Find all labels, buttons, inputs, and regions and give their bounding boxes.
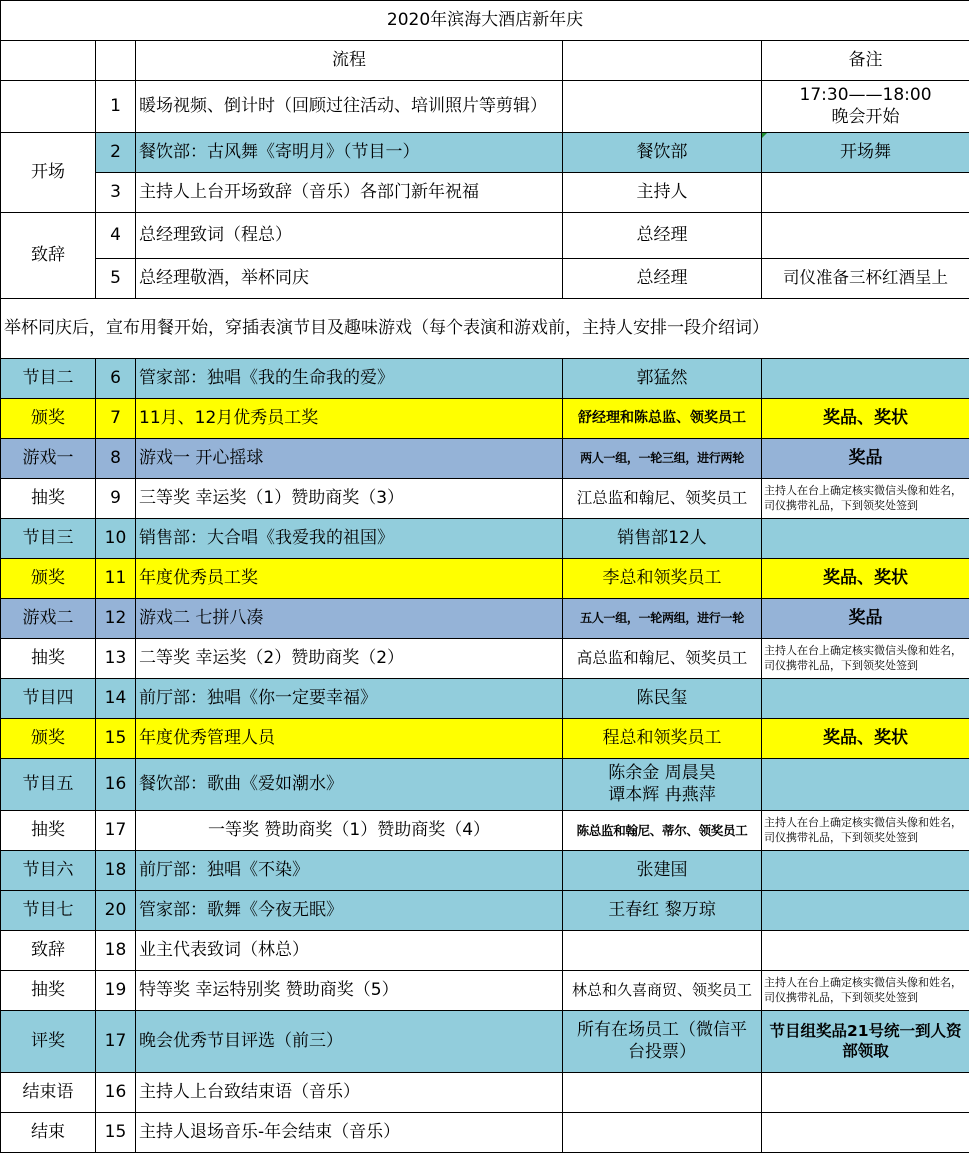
row-flow: 前厅部：独唱《你一定要幸福》: [136, 679, 563, 719]
row-number: 15: [96, 719, 136, 759]
row-responsible: 江总监和翰尼、领奖员工: [563, 479, 762, 519]
row-responsible: 陈余金 周晨昊 谭本辉 冉燕萍: [563, 759, 762, 811]
row-note: 奖品、奖状: [762, 559, 969, 599]
row-responsible: 王春红 黎万琼: [563, 891, 762, 931]
row-responsible: 总经理: [563, 259, 762, 299]
table-row: [1, 259, 969, 299]
row-note: 司仪准备三杯红酒呈上: [762, 259, 969, 299]
row-category: 开场: [1, 133, 96, 213]
table-row: [1, 639, 969, 679]
row-category: 颁奖: [1, 559, 96, 599]
row-number: 18: [96, 931, 136, 971]
row-number: 8: [96, 439, 136, 479]
table-row: [1, 479, 969, 519]
row-number: 16: [96, 1073, 136, 1113]
table-row: [1, 851, 969, 891]
header-empty-who: [563, 41, 762, 81]
row-flow: 主持人上台开场致辞（音乐）各部门新年祝福: [136, 173, 563, 213]
row-responsible: [563, 1113, 762, 1153]
row-category: 节目七: [1, 891, 96, 931]
row-category: 颁奖: [1, 719, 96, 759]
row-responsible: 两人一组，一轮三组，进行两轮: [563, 439, 762, 479]
row-note: [762, 213, 969, 259]
row-flow: 主持人退场音乐-年会结束（音乐）: [136, 1113, 563, 1153]
row-number: 1: [96, 81, 136, 133]
row-note: 主持人在台上确定核实微信头像和姓名，司仪携带礼品，下到领奖处签到: [762, 971, 969, 1011]
row-flow: 暖场视频、倒计时（回顾过往活动、培训照片等剪辑）: [136, 81, 563, 133]
row-note: 奖品: [762, 439, 969, 479]
row-number: 7: [96, 399, 136, 439]
row-note: [762, 1073, 969, 1113]
row-responsible: 陈民玺: [563, 679, 762, 719]
row-flow: 管家部：独唱《我的生命我的爱》: [136, 359, 563, 399]
row-number: 12: [96, 599, 136, 639]
table-row: [1, 1011, 969, 1073]
row-flow: 游戏一 开心摇球: [136, 439, 563, 479]
table-row: [1, 299, 969, 359]
row-responsible: 所有在场员工（微信平台投票）: [563, 1011, 762, 1073]
row-note: 节目组奖品21号统一到人资部领取: [762, 1011, 969, 1073]
row-note: 主持人在台上确定核实微信头像和姓名，司仪携带礼品，下到领奖处签到: [762, 811, 969, 851]
row-category: 抽奖: [1, 479, 96, 519]
row-category: 节目四: [1, 679, 96, 719]
table-row: [1, 359, 969, 399]
row-number: 20: [96, 891, 136, 931]
row-responsible: [563, 931, 762, 971]
row-responsible: 销售部12人: [563, 519, 762, 559]
row-note: 主持人在台上确定核实微信头像和姓名，司仪携带礼品，下到领奖处签到: [762, 479, 969, 519]
table-row: [1, 399, 969, 439]
row-flow: 销售部：大合唱《我爱我的祖国》: [136, 519, 563, 559]
table-row: [1, 519, 969, 559]
row-number: 10: [96, 519, 136, 559]
row-flow: 二等奖 幸运奖（2）赞助商奖（2）: [136, 639, 563, 679]
row-note: [762, 931, 969, 971]
table-row: [1, 1073, 969, 1113]
table-row: [1, 679, 969, 719]
row-note: [762, 759, 969, 811]
sheet-title: 2020年滨海大酒店新年庆: [1, 1, 969, 41]
header-note: 备注: [762, 41, 969, 81]
row-category: 游戏二: [1, 599, 96, 639]
row-category: 评奖: [1, 1011, 96, 1073]
table-row: [1, 891, 969, 931]
row-flow: 管家部：歌舞《今夜无眠》: [136, 891, 563, 931]
table-row: [1, 213, 969, 259]
row-note: [762, 851, 969, 891]
row-note: 开场舞: [762, 133, 969, 173]
row-responsible: 餐饮部: [563, 133, 762, 173]
header-empty-cat: [1, 41, 96, 81]
row-flow: 前厅部：独唱《不染》: [136, 851, 563, 891]
row-number: 15: [96, 1113, 136, 1153]
row-responsible: 张建国: [563, 851, 762, 891]
row-note: 奖品、奖状: [762, 719, 969, 759]
row-flow: 餐饮部：古风舞《寄明月》（节目一）: [136, 133, 563, 173]
row-note: 奖品: [762, 599, 969, 639]
row-category: 节目三: [1, 519, 96, 559]
header-flow: 流程: [136, 41, 563, 81]
table-row: [1, 811, 969, 851]
row-responsible: 陈总监和翰尼、蒂尔、领奖员工: [563, 811, 762, 851]
row-note: 奖品、奖状: [762, 399, 969, 439]
row-category: 结束: [1, 1113, 96, 1153]
row-note: 17:30——18:00 晚会开始: [762, 81, 969, 133]
row-number: 14: [96, 679, 136, 719]
table-row: [1, 1113, 969, 1153]
row-flow: 一等奖 赞助商奖（1）赞助商奖（4）: [136, 811, 563, 851]
table-row: [1, 81, 969, 133]
row-number: 5: [96, 259, 136, 299]
row-responsible: 郭猛然: [563, 359, 762, 399]
row-flow: 游戏二 七拼八凑: [136, 599, 563, 639]
row-flow: 总经理致词（程总）: [136, 213, 563, 259]
row-flow: 特等奖 幸运特别奖 赞助商奖（5）: [136, 971, 563, 1011]
row-category: 致辞: [1, 213, 96, 299]
row-category: [1, 81, 96, 133]
row-category: 节目六: [1, 851, 96, 891]
row-number: 17: [96, 1011, 136, 1073]
row-category: 抽奖: [1, 639, 96, 679]
row-category: 节目二: [1, 359, 96, 399]
row-category: 抽奖: [1, 971, 96, 1011]
row-responsible: 高总监和翰尼、领奖员工: [563, 639, 762, 679]
row-flow: 11月、12月优秀员工奖: [136, 399, 563, 439]
row-number: 13: [96, 639, 136, 679]
row-responsible: 五人一组，一轮两组，进行一轮: [563, 599, 762, 639]
table-row: [1, 599, 969, 639]
row-note: [762, 519, 969, 559]
row-number: 18: [96, 851, 136, 891]
row-number: 17: [96, 811, 136, 851]
row-responsible: 舒经理和陈总监、领奖员工: [563, 399, 762, 439]
row-flow: 年度优秀员工奖: [136, 559, 563, 599]
row-category: 致辞: [1, 931, 96, 971]
row-flow: 晚会优秀节目评选（前三）: [136, 1011, 563, 1073]
row-number: 16: [96, 759, 136, 811]
row-flow: 总经理敬酒，举杯同庆: [136, 259, 563, 299]
row-flow: 三等奖 幸运奖（1）赞助商奖（3）: [136, 479, 563, 519]
row-number: 11: [96, 559, 136, 599]
row-responsible: 林总和久喜商贸、领奖员工: [563, 971, 762, 1011]
row-note: 主持人在台上确定核实微信头像和姓名，司仪携带礼品，下到领奖处签到: [762, 639, 969, 679]
announcement-row: 举杯同庆后，宣布用餐开始，穿插表演节目及趣味游戏（每个表演和游戏前，主持人安排一段介绍词）: [1, 299, 969, 359]
table-row: [1, 759, 969, 811]
row-flow: 餐饮部：歌曲《爱如潮水》: [136, 759, 563, 811]
table-row: [1, 971, 969, 1011]
row-category: 抽奖: [1, 811, 96, 851]
row-note: [762, 1113, 969, 1153]
row-category: 颁奖: [1, 399, 96, 439]
row-number: 9: [96, 479, 136, 519]
row-note: [762, 359, 969, 399]
table-row: [1, 173, 969, 213]
row-number: 6: [96, 359, 136, 399]
table-row: [1, 559, 969, 599]
row-category: 节目五: [1, 759, 96, 811]
row-flow: 主持人上台致结束语（音乐）: [136, 1073, 563, 1113]
table-row: [1, 133, 969, 173]
row-note: [762, 891, 969, 931]
row-category: 游戏一: [1, 439, 96, 479]
row-number: 19: [96, 971, 136, 1011]
row-responsible: 李总和领奖员工: [563, 559, 762, 599]
table-row: [1, 931, 969, 971]
row-flow: 业主代表致词（林总）: [136, 931, 563, 971]
row-note: [762, 679, 969, 719]
row-number: 2: [96, 133, 136, 173]
row-responsible: 程总和领奖员工: [563, 719, 762, 759]
row-note: [762, 173, 969, 213]
header-empty-num: [96, 41, 136, 81]
row-responsible: 主持人: [563, 173, 762, 213]
row-responsible: [563, 1073, 762, 1113]
row-number: 3: [96, 173, 136, 213]
row-responsible: [563, 81, 762, 133]
table-row: [1, 719, 969, 759]
row-number: 4: [96, 213, 136, 259]
row-responsible: 总经理: [563, 213, 762, 259]
table-row: [1, 439, 969, 479]
row-category: 结束语: [1, 1073, 96, 1113]
row-flow: 年度优秀管理人员: [136, 719, 563, 759]
